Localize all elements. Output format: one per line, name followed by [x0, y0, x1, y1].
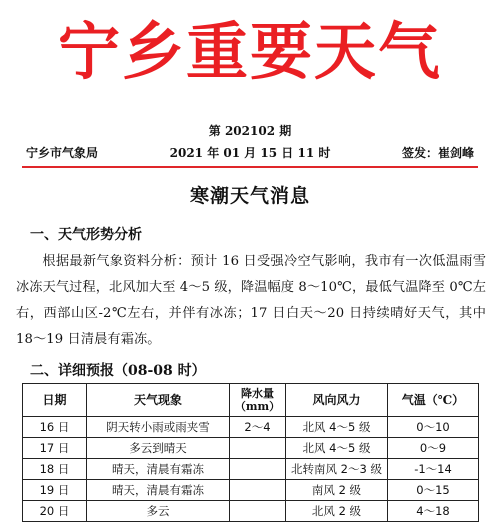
- cell-temperature: 0～15: [388, 480, 479, 501]
- cell-wind: 北风 2 级: [286, 501, 388, 522]
- analysis-paragraph: 根据最新气象资料分析：预计 16 日受强冷空气影响，我市有一次低温雨雪冰冻天气过程，北风加大至 4～5 级，降温幅度 8～10℃，最低气温降至 0℃左右，西部山区-2℃左右，并伴有冰冻；17 日白天～20 日持续晴好天气，其中 18～19 日清晨有霜冻。: [16, 254, 486, 347]
- cell-date: 16 日: [23, 417, 87, 438]
- masthead-title: 宁乡重要天气: [57, 15, 442, 88]
- issuing-bureau: 宁乡市气象局: [26, 146, 99, 160]
- cell-weather: 阴天转小雨或雨夹雪: [87, 417, 230, 438]
- section-heading-forecast: 二、详细预报（08-08 时）: [30, 363, 206, 379]
- issue-number: 第 202102 期: [208, 124, 292, 138]
- table-row: [23, 480, 479, 501]
- issue-datetime: 2021 年 01 月 15 日 11 时: [169, 146, 331, 160]
- column-header-weather: 天气现象: [87, 384, 230, 417]
- table-row: [23, 459, 479, 480]
- cell-temperature: 0～9: [388, 438, 479, 459]
- cell-date: 20 日: [23, 501, 87, 522]
- section-heading-analysis: 一、天气形势分析: [30, 227, 142, 243]
- cell-temperature: 0～10: [388, 417, 479, 438]
- cell-wind: 北风 4～5 级: [286, 417, 388, 438]
- cell-weather: 多云到晴天: [87, 438, 230, 459]
- cell-precipitation: [230, 459, 286, 480]
- cell-temperature: 4～18: [388, 501, 479, 522]
- cell-temperature: -1～14: [388, 459, 479, 480]
- cell-precipitation: [230, 480, 286, 501]
- table-row: [23, 501, 479, 522]
- cell-weather: 多云: [87, 501, 230, 522]
- table-row: [23, 438, 479, 459]
- column-header-date: 日期: [23, 384, 87, 417]
- cell-wind: 南风 2 级: [286, 480, 388, 501]
- table-row: [23, 417, 479, 438]
- cell-wind: 北风 4～5 级: [286, 438, 388, 459]
- forecast-table: [22, 383, 479, 522]
- column-header-wind: 风向风力: [286, 384, 388, 417]
- header-divider: [22, 166, 478, 168]
- cell-weather: 晴天，清晨有霜冻: [87, 480, 230, 501]
- cell-precipitation: [230, 501, 286, 522]
- column-header-temperature: 气温（℃）: [388, 384, 479, 417]
- cell-wind: 北转南风 2～3 级: [286, 459, 388, 480]
- cell-precipitation: 2～4: [230, 417, 286, 438]
- table-header-row: [23, 384, 479, 417]
- cell-date: 18 日: [23, 459, 87, 480]
- cell-precipitation: [230, 438, 286, 459]
- cell-weather: 晴天，清晨有霜冻: [87, 459, 230, 480]
- cell-date: 17 日: [23, 438, 87, 459]
- signatory: 签发：崔剑峰: [401, 146, 474, 160]
- document-title: 寒潮天气消息: [189, 185, 310, 207]
- cell-date: 19 日: [23, 480, 87, 501]
- column-header-precipitation: 降水量（mm）: [230, 384, 286, 417]
